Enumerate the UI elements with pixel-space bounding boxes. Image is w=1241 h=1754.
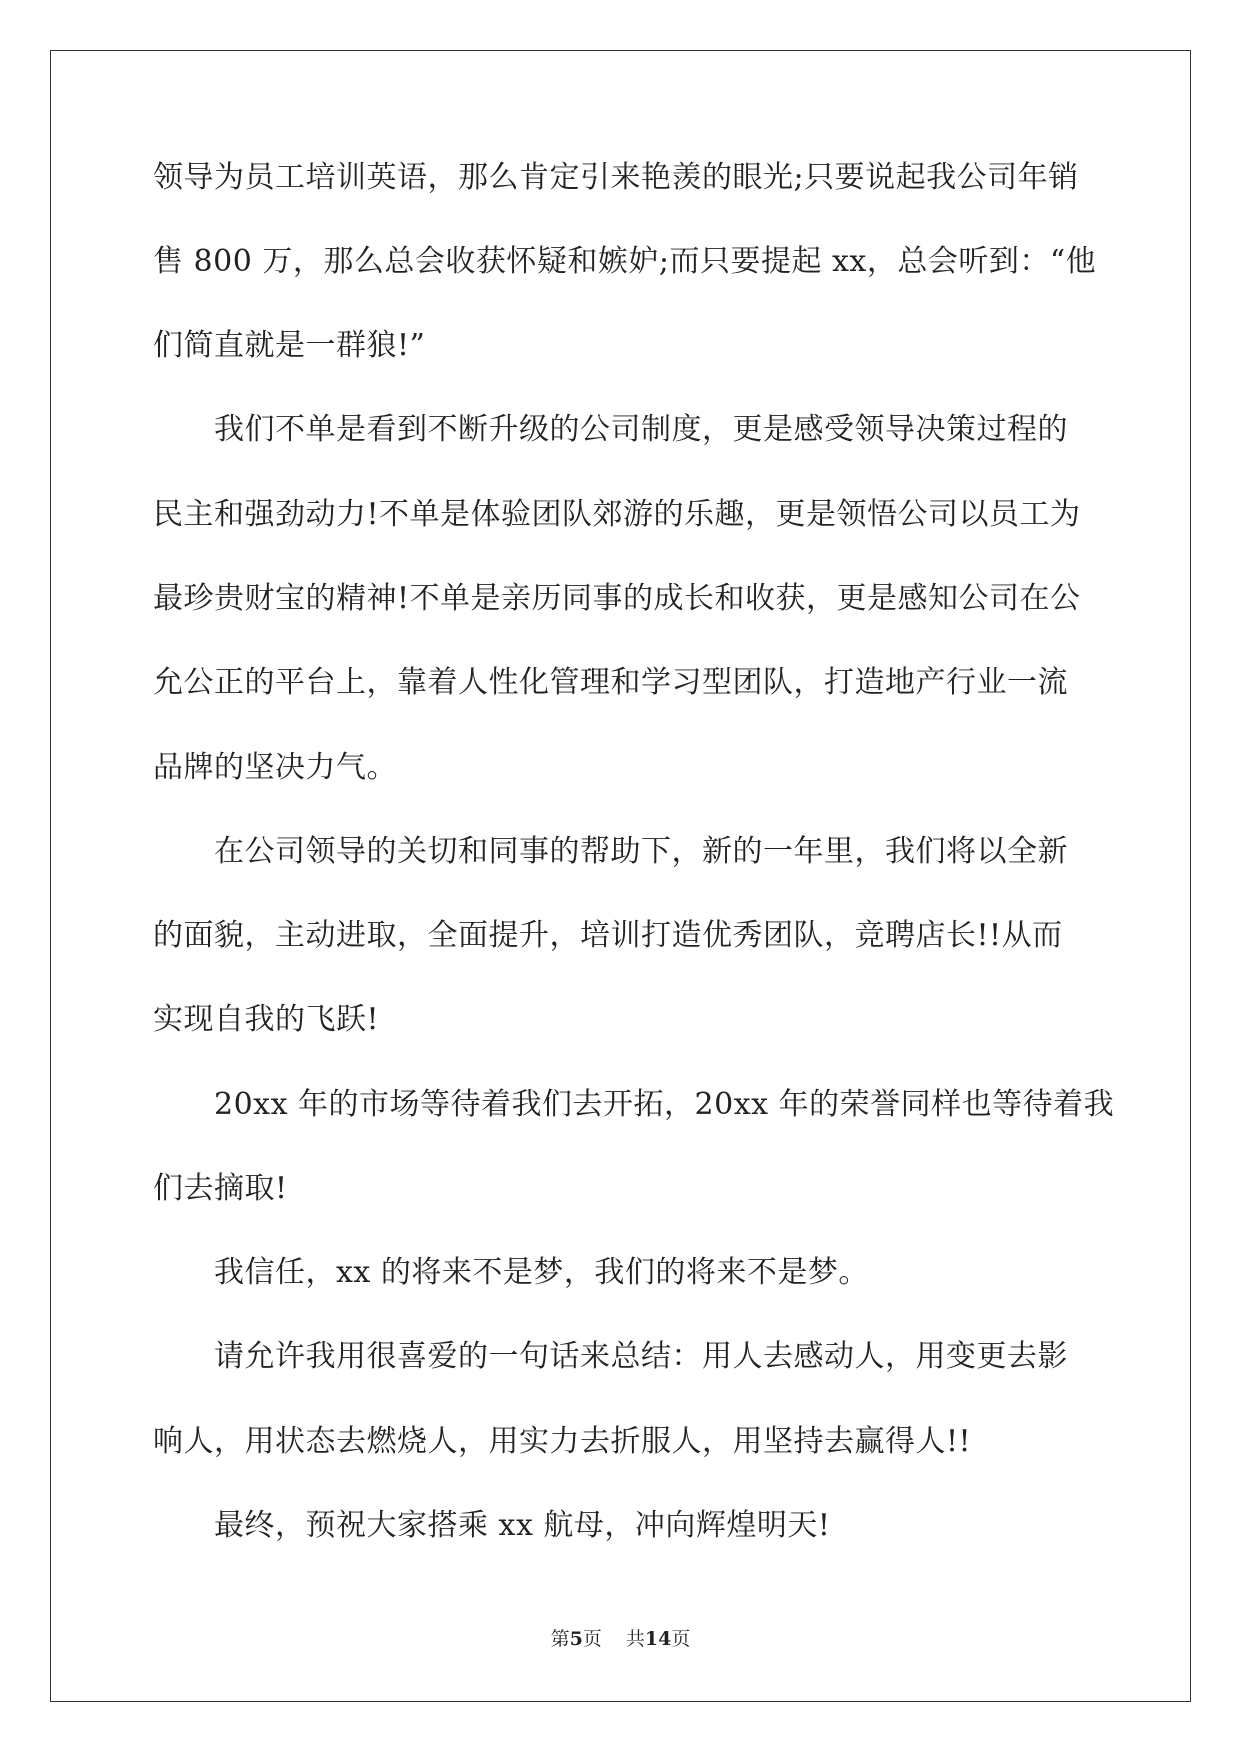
paragraph-start-line: 最终，预祝大家搭乘 xx 航母，冲向辉煌明天!	[214, 1508, 831, 1543]
page-footer	[0, 1624, 1241, 1651]
total-prefix: 共	[625, 1628, 645, 1650]
text-line: 响人，用状态去燃烧人，用实力去折服人，用坚持去赢得人!!	[153, 1424, 972, 1459]
text-line: 们去摘取!	[153, 1171, 288, 1206]
text-line: 允公正的平台上，靠着人性化管理和学习型团队，打造地产行业一流	[153, 665, 1068, 700]
current-page-number: 5	[569, 1628, 583, 1650]
paragraph-start-line: 在公司领导的关切和同事的帮助下，新的一年里，我们将以全新	[214, 834, 1068, 869]
text-line: 们简直就是一群狼!”	[153, 328, 426, 363]
page-prefix: 第	[550, 1628, 570, 1650]
text-line: 售 800 万，那么总会收获怀疑和嫉妒;而只要提起 xx，总会听到：“他	[153, 244, 1097, 279]
text-line: 最珍贵财宝的精神!不单是亲历同事的成长和收获，更是感知公司在公	[153, 581, 1081, 616]
text-line: 的面貌，主动进取，全面提升，培训打造优秀团队，竞聘店长!!从而	[153, 918, 1063, 953]
text-line: 民主和强劲动力!不单是体验团队郊游的乐趣，更是领悟公司以员工为	[153, 497, 1081, 532]
text-line: 实现自我的飞跃!	[153, 1002, 380, 1037]
paragraph-start-line: 我们不单是看到不断升级的公司制度，更是感受领导决策过程的	[214, 412, 1068, 447]
text-line: 领导为员工培训英语，那么肯定引来艳羡的眼光;只要说起我公司年销	[153, 160, 1079, 195]
total-page-number: 14	[644, 1628, 672, 1650]
total-suffix: 页	[671, 1628, 691, 1650]
paragraph-start-line: 我信任，xx 的将来不是梦，我们的将来不是梦。	[214, 1255, 869, 1290]
page-suffix: 页	[582, 1628, 602, 1650]
paragraph-start-line: 请允许我用很喜爱的一句话来总结：用人去感动人，用变更去影	[214, 1339, 1068, 1374]
text-line: 品牌的坚决力气。	[153, 750, 397, 785]
paragraph-start-line: 20xx 年的市场等待着我们去开拓，20xx 年的荣誉同样也等待着我	[214, 1087, 1115, 1122]
